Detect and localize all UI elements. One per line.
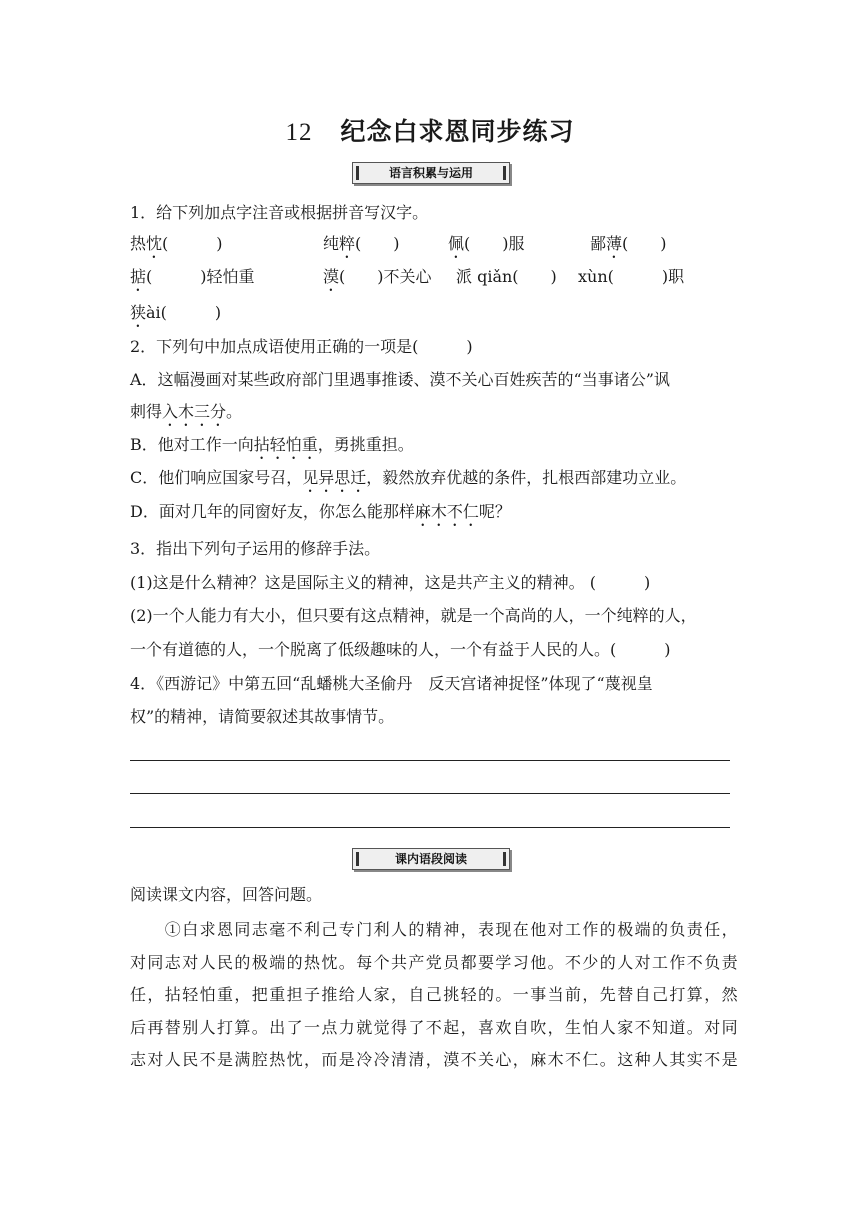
passage-line: 任，拈轻怕重，把重担子推给人家，自己挑轻的。一事当前，先替自己打算，然 bbox=[130, 985, 740, 1004]
q2-option-a: A．这幅漫画对某些政府部门里遇事推诿、漠不关心百姓疾苦的“当事诸公”讽 bbox=[130, 370, 670, 389]
q2-option-b: B．他对工作一向拈轻怕重，勇挑重担。 bbox=[130, 435, 414, 454]
answer-line[interactable] bbox=[130, 793, 730, 794]
q2-stem: 2．下列句中加点成语使用正确的一项是( ) bbox=[130, 337, 473, 356]
q4-stem: 4．《西游记》中第五回“乱蟠桃大圣偷丹 反天宫诸神捉怪”体现了“蔑视皇 bbox=[130, 674, 653, 693]
page-title bbox=[0, 112, 860, 148]
reading-intro: 阅读课文内容，回答问题。 bbox=[130, 885, 323, 904]
q1-stem: 1．给下列加点字注音或根据拼音写汉字。 bbox=[130, 203, 429, 222]
q3-stem: 3．指出下列句子运用的修辞手法。 bbox=[130, 539, 381, 558]
lesson-number: 12 bbox=[285, 119, 313, 146]
q2-option-d: D．面对几年的同窗好友，你怎么能那样麻木不仁呢？ bbox=[130, 502, 511, 521]
q3-sentence-1: (1)这是什么精神？这是国际主义的精神，这是共产主义的精神。 ( ) bbox=[130, 573, 651, 592]
q4-stem-cont: 权”的精神，请简要叙述其故事情节。 bbox=[130, 707, 395, 726]
passage-line: 志对人民不是满腔热忱，而是冷冷清清，漠不关心，麻木不仁。这种人其实不是 bbox=[130, 1050, 740, 1069]
q1-row3: 狭ài( ) bbox=[130, 303, 222, 322]
q3-sentence-2: (2)一个人能力有大小，但只要有这点精神，就是一个高尚的人，一个纯粹的人， bbox=[130, 606, 697, 625]
section-banner-language: 语言积累与运用 bbox=[352, 162, 510, 184]
section-banner-reading: 课内语段阅读 bbox=[352, 848, 510, 870]
q2-option-c: C．他们响应国家号召，见异思迁，毅然放弃优越的条件，扎根西部建功立业。 bbox=[130, 468, 687, 487]
answer-line[interactable] bbox=[130, 827, 730, 828]
lesson-title: 纪念白求恩同步练习 bbox=[340, 117, 575, 146]
passage-line: ①白求恩同志毫不利己专门利人的精神，表现在他对工作的极端的负责任， bbox=[130, 920, 740, 939]
passage-line: 后再替别人打算。出了一点力就觉得了不起，喜欢自吹，生怕人家不知道。对同 bbox=[130, 1017, 740, 1037]
answer-line[interactable] bbox=[130, 760, 730, 761]
worksheet-page: 12 纪念白求恩同步练习 语言积累与运用 1．给下列加点字注音或根据拼音写汉字。 热忱( ) 纯粹( ) 佩( )服 鄙薄( ) 掂( )轻怕重 漠( )不关心 派 qiǎn( ) xùn( )职 狭ài( ) 2．下列句中加点成语使用正确的一项是( ) A．这幅漫画对某些政府部门里遇事推诿、漠不关心百姓疾苦的“当事诸公”讽 刺得入木三分。 B．他对工作一向拈轻怕重，勇挑重担。 C．他们响应国家号召，见异思迁，毅然放弃优越的条件，扎根西部建功立业。 D．面对几年的同窗好友，你怎么能那样麻木不仁呢？ 3．指出下列句子运用的修辞手法。 (1)这是什么精神？这是国际主义的精神，这是共产主义的精神。 ( ) (2)一个人能力有大小，但只要有这点精神，就是一个高尚的人，一个纯粹的人， 一个有道德的人，一个脱离了低级趣味的人，一个有益于人民的人。( ) 4．《西游记》中第五回“乱蟠桃大圣偷丹 反天宫诸神捉怪”体现了“蔑视皇 权”的精神，请简要叙述其故事情节。 课内语段阅读 阅读课文内容，回答问题。 ①白求恩同志毫不利己专门利人的精神，表现在他对工作的极端的负责任， 对同志对人民的极端的热忱。每个共产党员都要学习他。不少的人对工作不负责 任，拈轻怕重，把重担子推给人家，自己挑轻的。一事当前，先替自己打算，然 后再替别人打算。出了一点力就觉得了不起，喜欢自吹，生怕人家不知道。对同 志对人民不是满腔热忱，而是冷冷清清，漠不关心，麻木不仁。这种人其实不是 bbox=[0, 0, 860, 1216]
q2-option-a-cont: 刺得入木三分。 bbox=[130, 402, 243, 421]
reading-passage bbox=[130, 914, 740, 1077]
passage-line: 对同志对人民的极端的热忱。每个共产党员都要学习他。不少的人对工作不负责 bbox=[130, 952, 740, 972]
q3-sentence-2-cont: 一个有道德的人，一个脱离了低级趣味的人，一个有益于人民的人。( ) bbox=[130, 640, 671, 659]
